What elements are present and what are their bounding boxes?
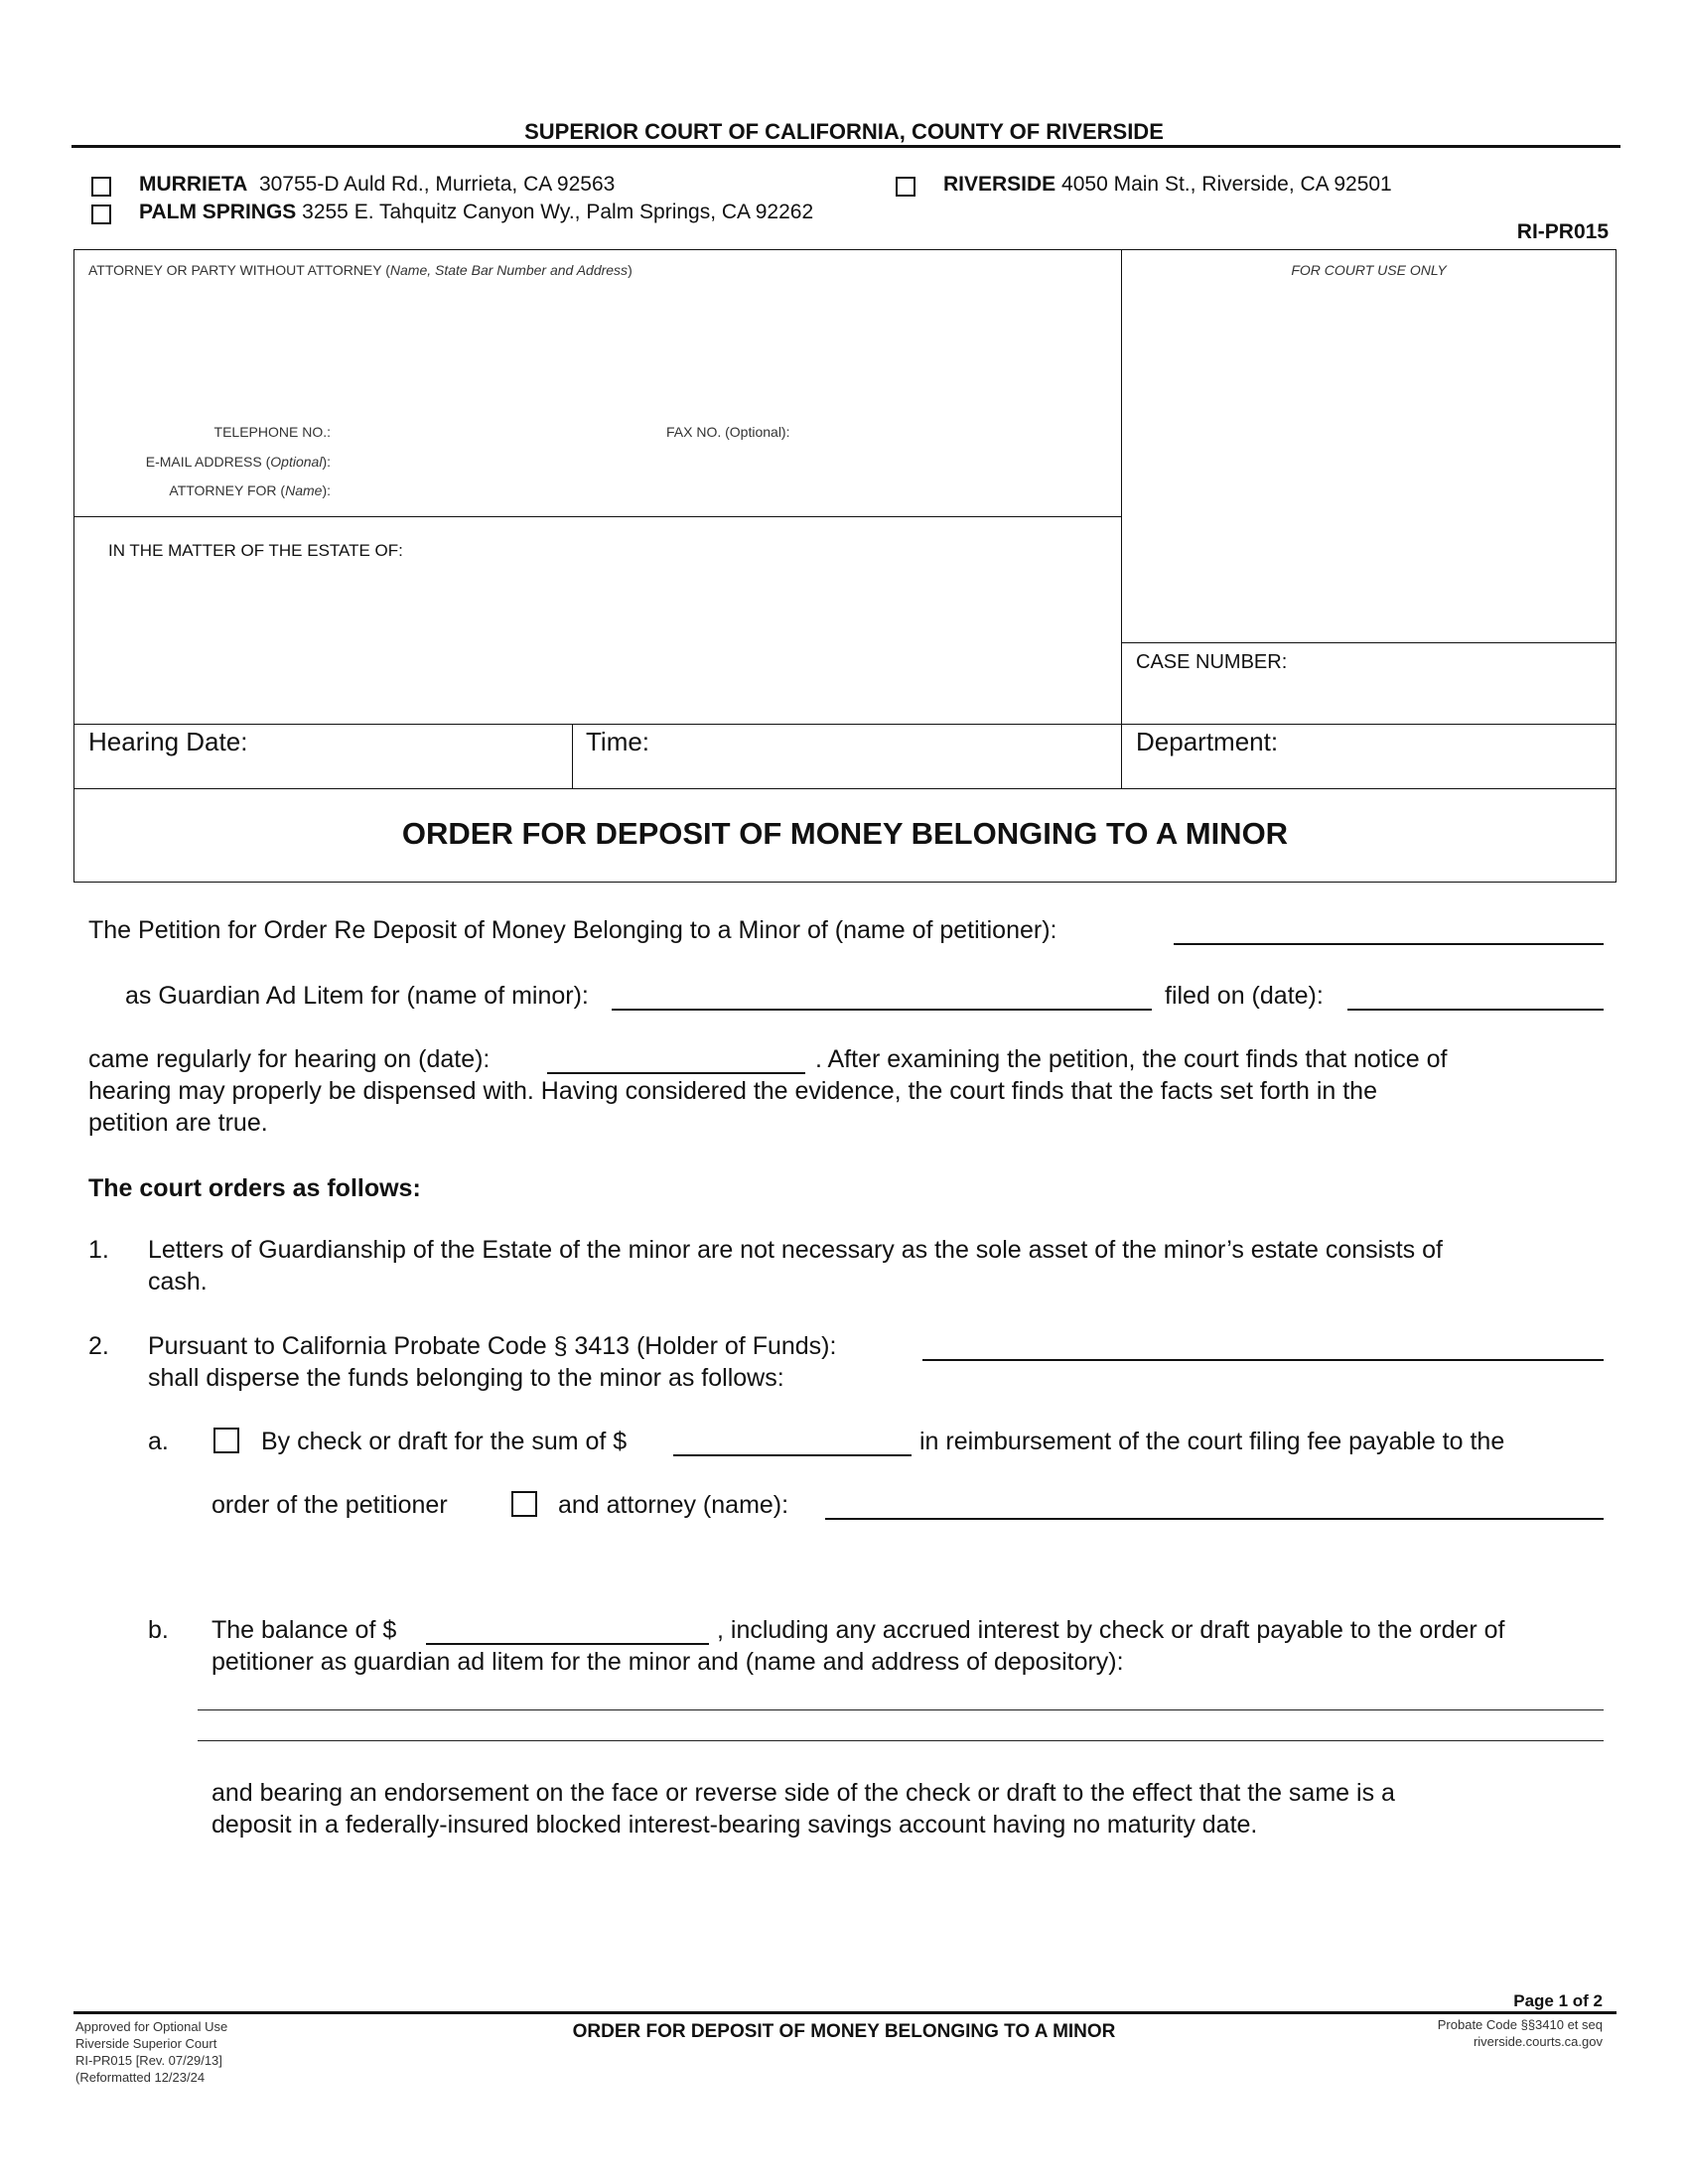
attorney-checkbox[interactable] (511, 1491, 537, 1517)
item-2-line-2: shall disperse the funds belonging to the minor as follows: (148, 1364, 784, 1392)
footer-right: Probate Code §§3410 et seq riverside.courts.ca.gov (1437, 2017, 1603, 2049)
attorney-for-label: ATTORNEY FOR (Name): (169, 482, 331, 498)
attorney-name-field[interactable] (825, 1518, 1604, 1520)
item-a-letter: a. (148, 1428, 169, 1455)
time-label: Time: (586, 727, 650, 756)
petitioner-name-field[interactable] (1174, 943, 1604, 945)
item-a-text-1: By check or draft for the sum of $ (261, 1428, 628, 1455)
form-title: ORDER FOR DEPOSIT OF MONEY BELONGING TO A MINOR (401, 816, 1289, 851)
attorney-label: ATTORNEY OR PARTY WITHOUT ATTORNEY (Name, State Bar Number and Address) (88, 262, 633, 278)
item-b-text-1: The balance of $ (211, 1616, 397, 1644)
attorney-matter-divider (73, 516, 1122, 517)
form-number: RI-PR015 (1516, 220, 1609, 243)
footer-title: ORDER FOR DEPOSIT OF MONEY BELONGING TO A MINOR (572, 2021, 1116, 2042)
hearing-time-divider (572, 724, 573, 788)
item-b-letter: b. (148, 1616, 169, 1644)
footer-left: Approved for Optional Use Riverside Superior Court RI-PR015 [Rev. 07/29/13] (Reformatted 12/23/24 (75, 2019, 228, 2085)
balance-amount-field[interactable] (426, 1643, 709, 1645)
endorsement-line-1: and bearing an endorsement on the face or reverse side of the check or draft to the effect that the same is a (211, 1779, 1395, 1807)
case-number-divider (1121, 642, 1617, 643)
depository-line-2[interactable] (198, 1740, 1604, 1741)
filed-date-field[interactable] (1347, 1009, 1604, 1011)
hearing-continuation: . After examining the petition, the court finds that notice of (815, 1045, 1448, 1073)
item-2-line-1: Pursuant to California Probate Code § 3413 (Holder of Funds): (148, 1332, 837, 1360)
item-1-number: 1. (88, 1236, 109, 1264)
holder-of-funds-field[interactable] (922, 1359, 1604, 1361)
item-a-text-3: order of the petitioner (211, 1491, 448, 1519)
item-b-text-3: petitioner as guardian ad litem for the minor and (name and address of depository): (211, 1648, 1124, 1676)
item-b-text-2: , including any accrued interest by check or draft payable to the order of (717, 1616, 1505, 1644)
email-label: E-MAIL ADDRESS (Optional): (145, 454, 331, 470)
item-a-text-4: and attorney (name): (558, 1491, 789, 1519)
department-label: Department: (1136, 727, 1279, 756)
location-riverside: RIVERSIDE 4050 Main St., Riverside, CA 92501 (943, 173, 1392, 196)
item-1-line-1: Letters of Guardianship of the Estate of the minor are not necessary as the sole asset of the minor’s estate consists of (148, 1236, 1443, 1264)
item-1-line-2: cash. (148, 1268, 208, 1296)
court-use-divider (1121, 249, 1122, 788)
header-rule (71, 145, 1620, 148)
court-use-label: FOR COURT USE ONLY (1291, 262, 1447, 278)
hearing-row-top (73, 724, 1617, 725)
palm-springs-checkbox[interactable] (91, 205, 111, 224)
hearing-date-label: Hearing Date: (88, 727, 248, 756)
depository-line-1[interactable] (198, 1709, 1604, 1710)
location-palm-springs: PALM SPRINGS 3255 E. Tahquitz Canyon Wy., Palm Springs, CA 92262 (139, 201, 814, 223)
telephone-label: TELEPHONE NO.: (213, 424, 331, 440)
murrieta-checkbox[interactable] (91, 177, 111, 197)
fax-label: FAX NO. (Optional): (666, 424, 790, 440)
hearing-date-field[interactable] (547, 1072, 805, 1074)
item-a-text-2: in reimbursement of the court filing fee payable to the (919, 1428, 1505, 1455)
findings-line-3: petition are true. (88, 1109, 268, 1137)
minor-name-field[interactable] (612, 1009, 1152, 1011)
matter-label: IN THE MATTER OF THE ESTATE OF: (108, 541, 403, 560)
hearing-label: came regularly for hearing on (date): (88, 1045, 491, 1073)
endorsement-line-2: deposit in a federally-insured blocked interest-bearing savings account having no maturity date. (211, 1811, 1258, 1839)
filing-fee-checkbox[interactable] (213, 1428, 239, 1453)
filed-label: filed on (date): (1165, 982, 1324, 1010)
case-number-label: CASE NUMBER: (1136, 651, 1288, 673)
guardian-label: as Guardian Ad Litem for (name of minor): (125, 982, 589, 1010)
footer-rule (73, 2011, 1617, 2014)
filing-fee-amount-field[interactable] (673, 1454, 912, 1456)
findings-line-2: hearing may properly be dispensed with. Having considered the evidence, the court finds that the facts set forth in the (88, 1077, 1377, 1105)
court-title: SUPERIOR COURT OF CALIFORNIA, COUNTY OF RIVERSIDE (524, 119, 1164, 144)
riverside-checkbox[interactable] (896, 177, 915, 197)
hearing-row-bottom (73, 788, 1617, 789)
location-murrieta: MURRIETA 30755-D Auld Rd., Murrieta, CA 92563 (139, 173, 616, 196)
orders-heading: The court orders as follows: (88, 1174, 421, 1202)
page-number: Page 1 of 2 (1513, 1991, 1603, 2010)
petition-line: The Petition for Order Re Deposit of Money Belonging to a Minor of (name of petitioner): (88, 916, 1057, 944)
item-2-number: 2. (88, 1332, 109, 1360)
